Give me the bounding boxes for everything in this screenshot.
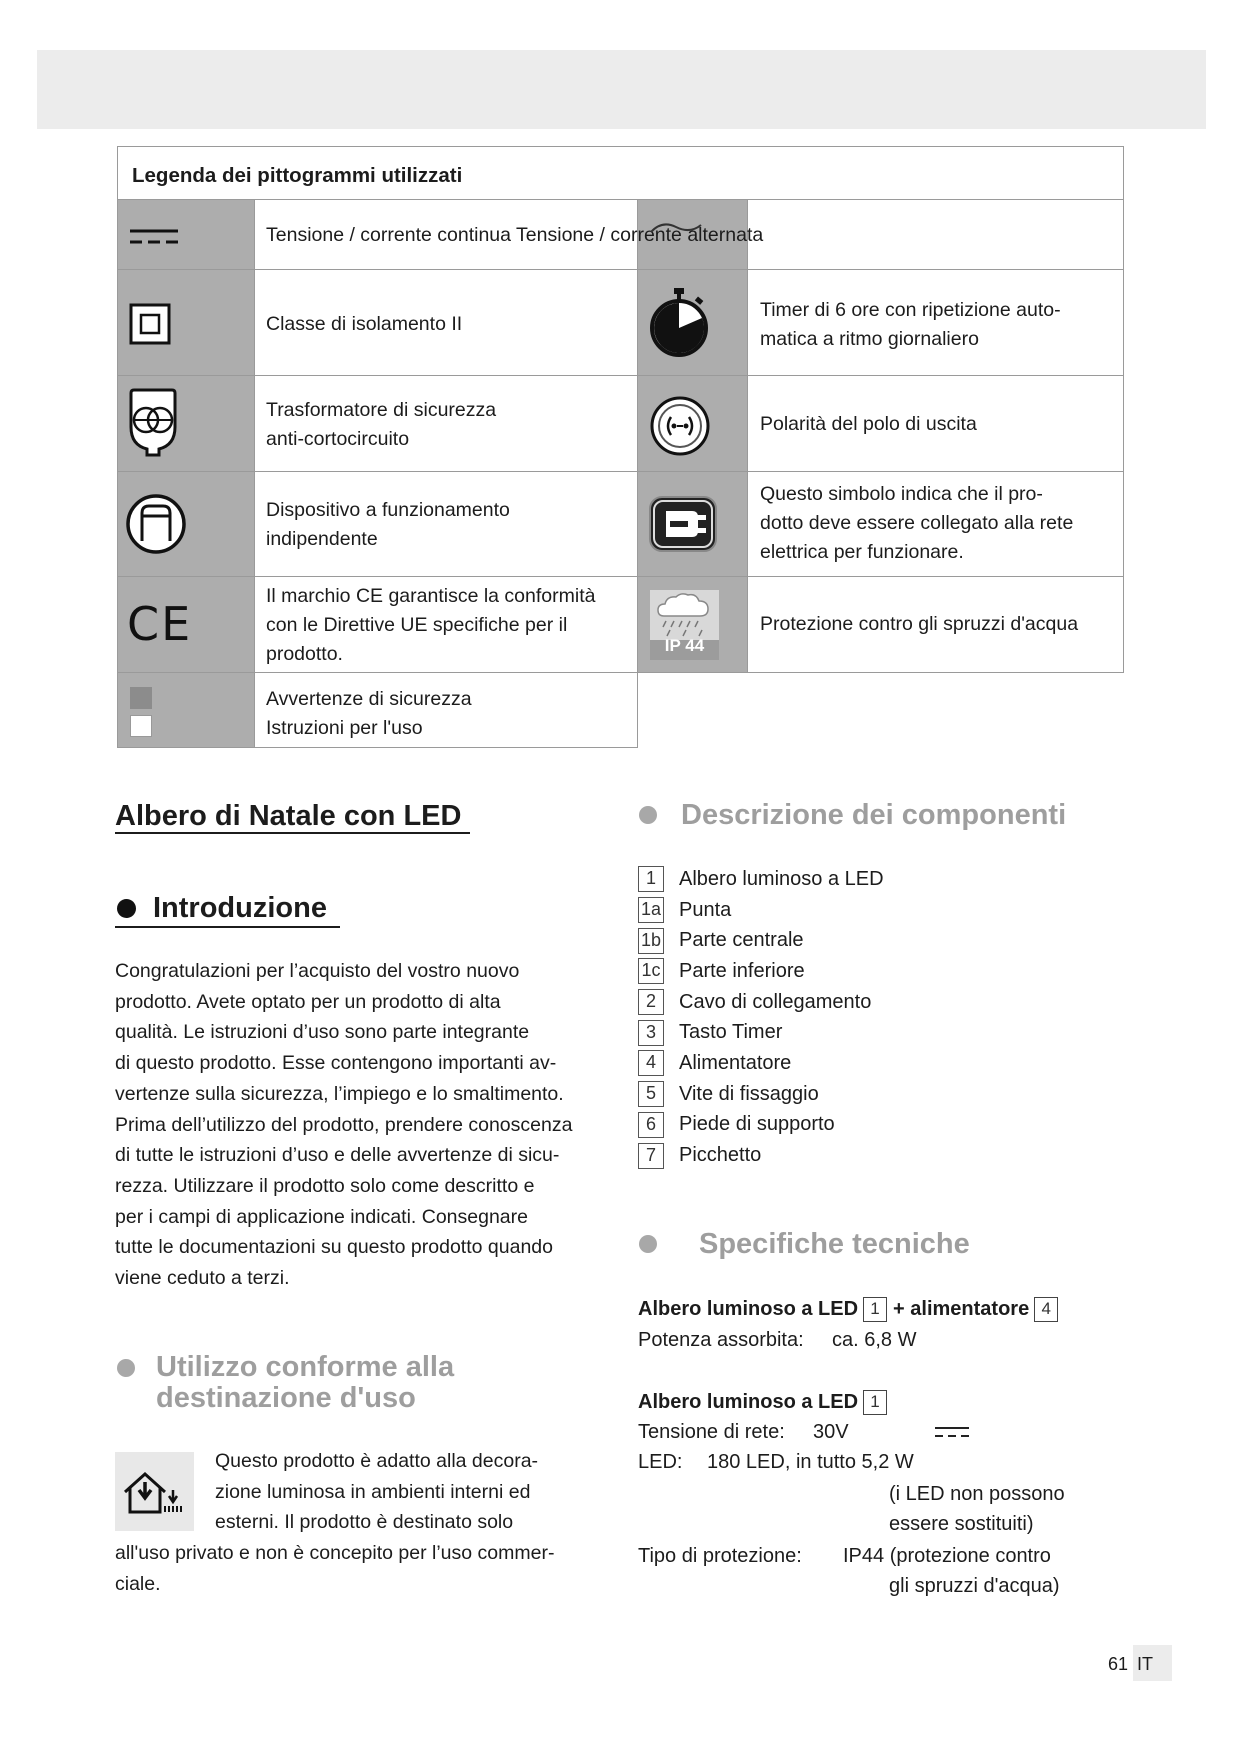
spec-led-label: LED:	[638, 1451, 683, 1473]
component-item	[638, 1140, 884, 1171]
component-item	[638, 1048, 884, 1079]
ac-current-icon	[648, 218, 704, 238]
dc-current-icon	[130, 228, 180, 246]
spec-ref-box: 1	[863, 1390, 887, 1415]
component-item	[638, 925, 884, 956]
component-item	[638, 895, 884, 926]
spec-power-value: ca. 6,8 W	[832, 1329, 917, 1351]
spec-power-label: Potenza assorbita:	[638, 1329, 804, 1351]
component-label: Punta	[679, 898, 732, 921]
spec-block2-title	[638, 1387, 887, 1417]
component-number: 2	[638, 989, 664, 1015]
spec-voltage-label: Tensione di rete:	[638, 1421, 785, 1443]
cloud-rain-icon	[650, 590, 719, 640]
component-label: Piede di supporto	[679, 1113, 835, 1136]
component-label: Parte inferiore	[679, 959, 805, 982]
spec-block1-title-text: Albero luminoso a LED	[638, 1298, 859, 1320]
spec-block1-plus: + alimentatore	[893, 1298, 1030, 1320]
legend-title: Legenda dei pittogrammi utilizzati	[132, 164, 463, 187]
spec-voltage-value: 30V	[813, 1421, 849, 1443]
ce-mark-icon: CE	[127, 597, 193, 651]
bullet-icon	[117, 1359, 135, 1377]
spec-block2-title-text: Albero luminoso a LED	[638, 1391, 859, 1413]
component-item	[638, 864, 884, 895]
component-item	[638, 987, 884, 1018]
instructions-square-icon	[130, 715, 152, 737]
indoor-outdoor-use-icon	[115, 1452, 194, 1531]
component-number: 1a	[638, 897, 664, 923]
house-arrow-icon	[115, 1452, 194, 1531]
product-title: Albero di Natale con LED	[115, 800, 462, 832]
intro-underline	[115, 926, 340, 928]
spec-block1-title	[638, 1294, 1058, 1324]
component-label: Cavo di collegamento	[679, 990, 872, 1013]
spec-protection-value: IP44 (protezione contro	[843, 1545, 1051, 1567]
page-language: IT	[1137, 1654, 1153, 1674]
dc-symbol-icon	[935, 1426, 971, 1440]
page-number: 61	[1108, 1654, 1129, 1674]
component-label: Vite di fissaggio	[679, 1082, 819, 1105]
title-underline	[115, 832, 470, 834]
usage-heading: Utilizzo conforme alla destinazione d'uso	[156, 1351, 455, 1414]
component-label: Tasto Timer	[679, 1021, 783, 1044]
bullet-icon	[639, 806, 657, 824]
spec-led-value: 180 LED, in tutto 5,2 W	[707, 1451, 914, 1473]
safety-transformer-icon	[126, 387, 180, 459]
component-number: 3	[638, 1020, 664, 1046]
legend-dc-ac-text: Tensione / corrente continua Tensione / corrente alternata	[266, 224, 764, 246]
spec-protection-value-2: gli spruzzi d'acqua)	[889, 1575, 1060, 1597]
component-item	[638, 956, 884, 987]
spec-led-note: (i LED non possono essere sostituiti)	[889, 1483, 1065, 1535]
spec-ref-box: 1	[863, 1297, 887, 1322]
component-item	[638, 1079, 884, 1110]
component-number: 7	[638, 1143, 664, 1169]
mains-plug-icon	[648, 495, 718, 553]
components-list	[638, 864, 884, 1171]
usage-text-beside-icon: Questo prodotto è adatto alla decora- zione luminosa in ambienti interni ed esterni. Il prodotto è destinato solo	[215, 1450, 539, 1534]
spec-protection-label: Tipo di protezione:	[638, 1545, 802, 1567]
independent-device-icon	[125, 493, 187, 555]
component-label: Parte centrale	[679, 929, 804, 952]
component-label: Picchetto	[679, 1144, 762, 1167]
spec-ref-box: 4	[1034, 1297, 1058, 1322]
stopwatch-timer-icon	[646, 286, 712, 358]
insulation-class-2-icon	[129, 303, 171, 345]
component-item	[638, 1017, 884, 1048]
legend-polarity-text: Polarità del polo di uscita	[760, 413, 977, 435]
component-number: 1	[638, 866, 664, 892]
component-number: 4	[638, 1050, 664, 1076]
output-polarity-icon	[649, 395, 711, 457]
component-number: 6	[638, 1112, 664, 1138]
intro-heading: Introduzione	[153, 892, 327, 924]
safety-warning-square-icon	[130, 687, 152, 709]
usage-text-below: all'uso privato e non è concepito per l’uso commer- ciale.	[115, 1542, 555, 1595]
bullet-icon	[117, 899, 136, 918]
component-label: Alimentatore	[679, 1051, 792, 1074]
legend-warnings-text: Avvertenze di sicurezza Istruzioni per l'uso	[266, 688, 472, 739]
component-number: 1c	[638, 958, 664, 984]
ip44-badge-label: IP 44	[664, 636, 705, 655]
specs-heading: Specifiche tecniche	[699, 1228, 970, 1260]
component-number: 5	[638, 1081, 664, 1107]
header-band	[37, 50, 1206, 129]
component-label: Albero luminoso a LED	[679, 867, 884, 890]
component-item	[638, 1110, 884, 1141]
legend-transformer-text: Trasformatore di sicurezza anti-cortocircuito	[266, 399, 497, 450]
legend-independent-text: Dispositivo a funzionamento indipendente	[266, 499, 510, 550]
legend-ce-text: Il marchio CE garantisce la conformità con le Direttive UE specifiche per il prodotto.	[266, 585, 596, 665]
legend-ip44-text: Protezione contro gli spruzzi d'acqua	[760, 613, 1079, 635]
ip44-icon	[650, 590, 719, 660]
legend-mains-text: Questo simbolo indica che il pro- dotto deve essere collegato alla rete elettrica per funzionare.	[760, 483, 1074, 563]
legend-timer-text: Timer di 6 ore con ripetizione auto- matica a ritmo giornaliero	[760, 299, 1061, 350]
bullet-icon	[639, 1235, 657, 1253]
components-heading: Descrizione dei componenti	[681, 799, 1067, 831]
intro-paragraph: Congratulazioni per l’acquisto del vostro nuovo prodotto. Avete optato per un prodotto di alta qualità. Le istruzioni d’uso sono parte integrante di questo prodotto. Esse contengono importanti av- vertenze sulla sicurezza, l’impiego e lo smaltimento. Prima dell’utilizzo del prodotto, prendere conoscenza di tutte le istruzioni d’uso e delle avvertenze di sicu- rezza. Utilizzare il prodotto solo come descritto e per i campi di applicazione indicati. Consegnare tutte le documentazioni su questo prodotto quando viene ceduto a terzi.	[115, 960, 573, 1290]
legend-class2-text: Classe di isolamento II	[266, 313, 463, 335]
component-number: 1b	[638, 928, 664, 954]
